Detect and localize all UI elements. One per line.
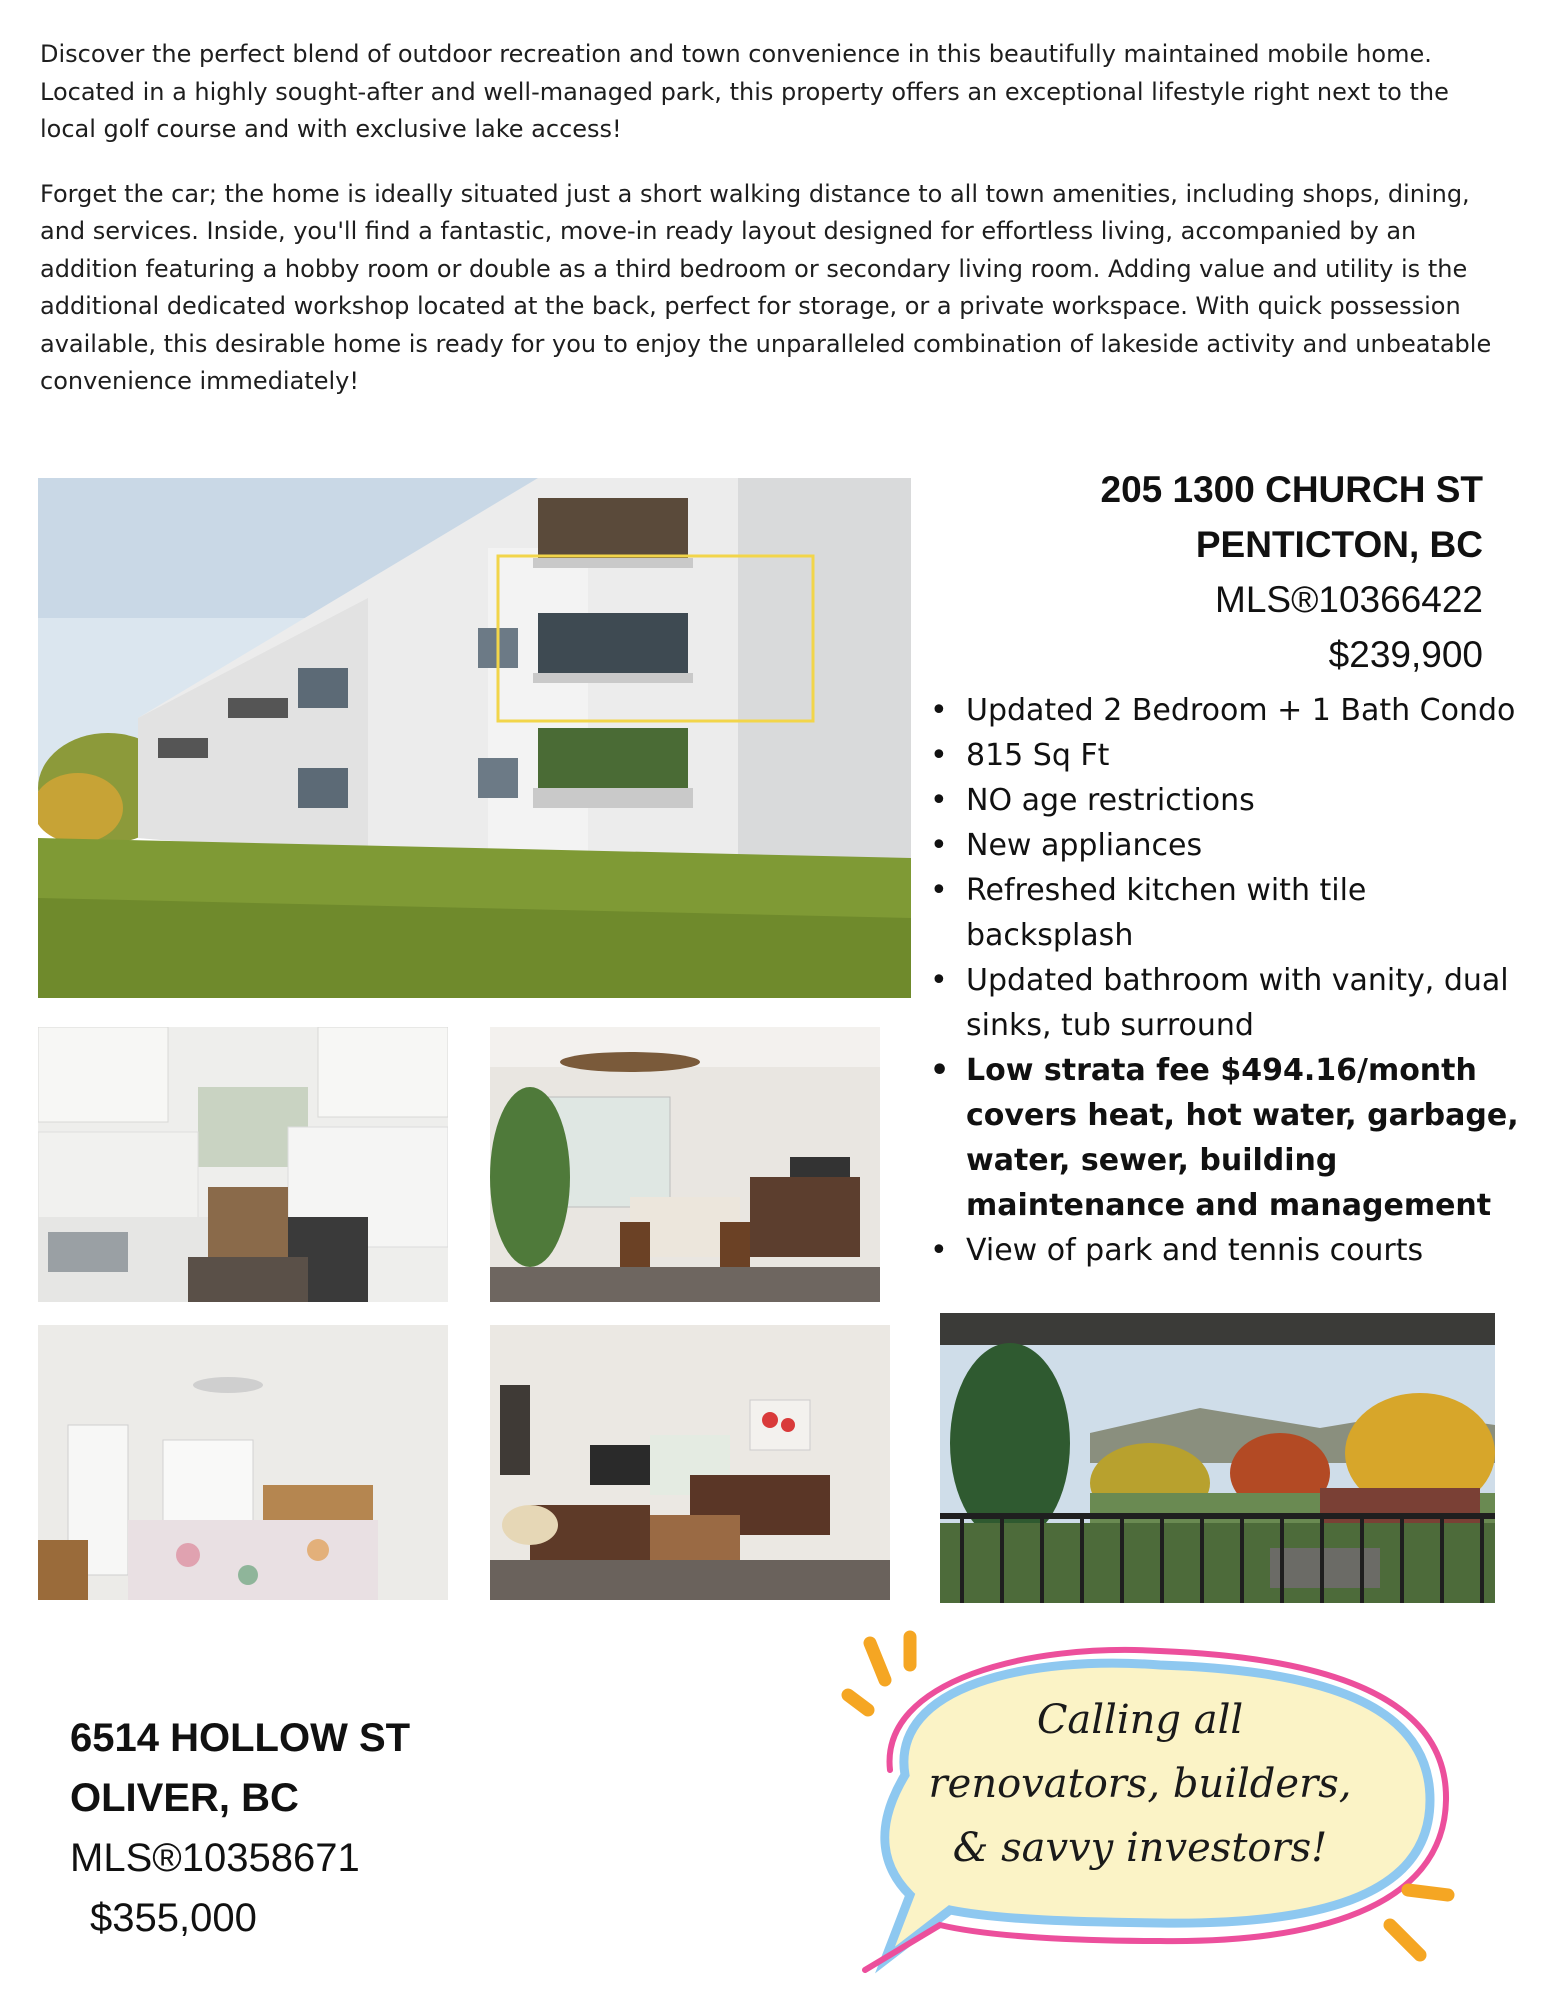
listing-1-header bbox=[1101, 462, 1483, 682]
callout-text bbox=[905, 1688, 1375, 1880]
description bbox=[40, 36, 1510, 428]
living-room-photo bbox=[490, 1325, 890, 1600]
feature-item: • View of park and tennis courts bbox=[930, 1228, 1520, 1273]
listing-2-street: 6514 HOLLOW ST bbox=[70, 1716, 411, 1760]
feature-item: • Updated 2 Bedroom + 1 Bath Condo bbox=[930, 688, 1520, 733]
listing-2-price: $355,000 bbox=[90, 1896, 257, 1940]
listing-1-street: 205 1300 CHURCH ST bbox=[1100, 469, 1483, 510]
listing-2-city: OLIVER, BC bbox=[70, 1776, 299, 1820]
exterior-photo bbox=[38, 478, 911, 998]
listing-1-features bbox=[930, 688, 1520, 1273]
listing-1-price: $239,900 bbox=[1328, 634, 1483, 675]
feature-item-strata-fee: • Low strata fee $494.16/month covers heat, hot water, garbage, water, sewer, building maintenance and management bbox=[930, 1048, 1520, 1228]
bedroom-photo bbox=[38, 1325, 448, 1600]
callout-line-2: renovators, builders, bbox=[928, 1761, 1352, 1807]
callout-line-3: & savvy investors! bbox=[952, 1825, 1328, 1871]
balcony-view-photo bbox=[940, 1313, 1495, 1603]
feature-item: • 815 Sq Ft bbox=[930, 733, 1520, 778]
feature-item: • NO age restrictions bbox=[930, 778, 1520, 823]
feature-item: • Updated bathroom with vanity, dual sinks, tub surround bbox=[930, 958, 1520, 1048]
feature-item: • Refreshed kitchen with tile backsplash bbox=[930, 868, 1520, 958]
description-paragraph-2: Forget the car; the home is ideally situated just a short walking distance to all town amenities, including shops, dining, and services. Inside, you'll find a fantastic, move-in ready layout designed for effortless living, accompanied by an addition featuring a hobby room or double as a third bedroom or secondary living room. Adding value and utility is the additional dedicated workshop located at the back, perfect for storage, or a private workspace. With quick possession available, this desirable home is ready for you to enjoy the unparalleled combination of lakeside activity and unbeatable convenience immediately! bbox=[40, 179, 1492, 395]
listing-2-mls: MLS®10358671 bbox=[70, 1836, 360, 1880]
callout-line-1: Calling all bbox=[1036, 1697, 1244, 1743]
feature-item: • New appliances bbox=[930, 823, 1520, 868]
listing-1-city: PENTICTON, BC bbox=[1195, 524, 1483, 565]
listing-1-mls: MLS®10366422 bbox=[1215, 579, 1483, 620]
listing-2-header bbox=[70, 1708, 410, 1948]
description-paragraph-1: Discover the perfect blend of outdoor recreation and town convenience in this beautifully maintained mobile home. Located in a highly sought-after and well-managed park, this property offers an exceptional lifestyle right next to the local golf course and with exclusive lake access! bbox=[40, 40, 1449, 143]
kitchen-photo bbox=[38, 1027, 448, 1302]
dining-room-photo bbox=[490, 1027, 880, 1302]
